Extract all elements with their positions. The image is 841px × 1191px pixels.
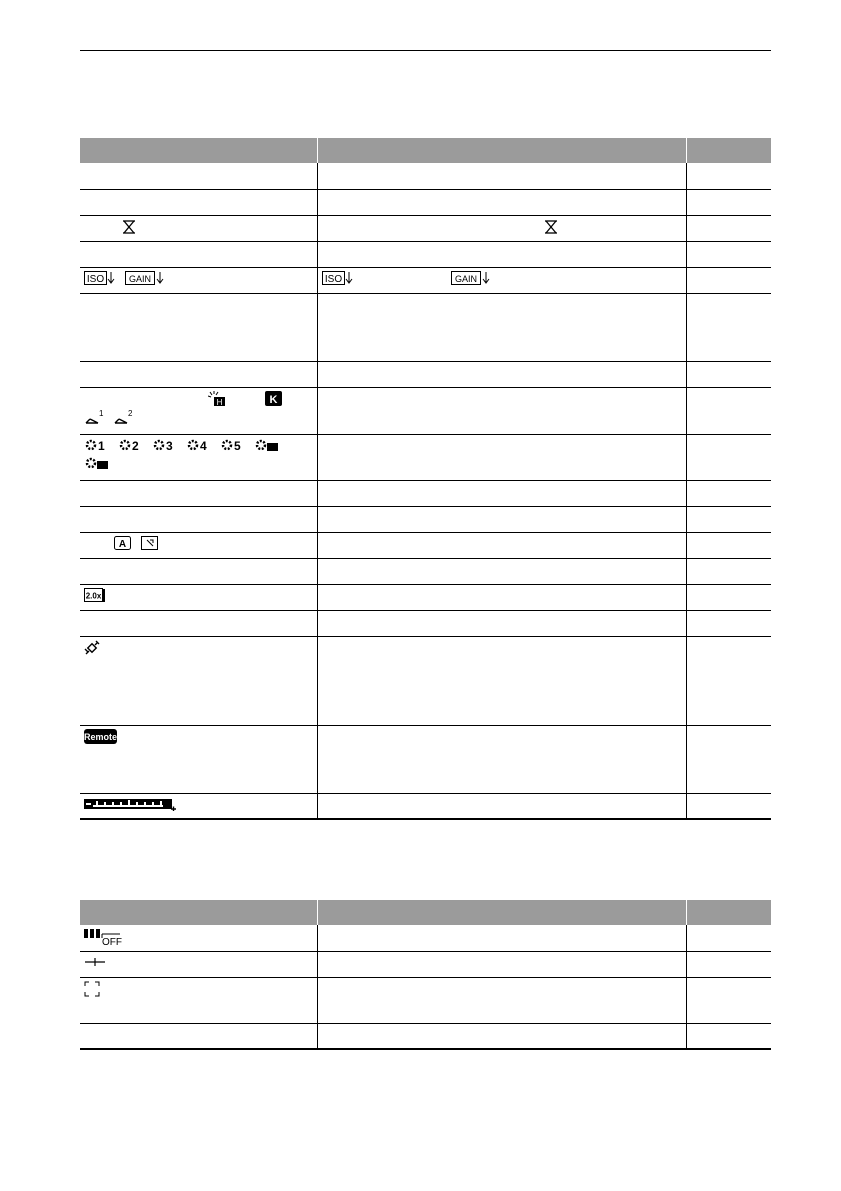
row-description-cell: [317, 725, 686, 793]
table-row: [80, 725, 771, 793]
row-icon-cell: [80, 584, 317, 610]
row-page-cell: [686, 293, 771, 361]
custom-picture-4-icon: [186, 438, 212, 456]
table-row: [80, 387, 771, 434]
row-icon-cell: [80, 241, 317, 267]
svg-text:H: H: [216, 397, 223, 407]
row-description-cell: [317, 951, 686, 977]
table-row: [80, 480, 771, 506]
row-icon-cell: [80, 387, 317, 434]
row-description-cell: [317, 793, 686, 819]
row-page-cell: [686, 977, 771, 1023]
svg-text:K: K: [269, 393, 278, 406]
row-icon-cell: [80, 925, 317, 951]
svg-text:ISO: ISO: [86, 273, 105, 285]
row-page-cell: [686, 1023, 771, 1049]
row-icon-cell: [80, 434, 317, 480]
row-page-cell: [686, 951, 771, 977]
row-icon-cell: [80, 951, 317, 977]
table-row: [80, 1023, 771, 1049]
table-row: [80, 532, 771, 558]
row-description-cell: [317, 610, 686, 636]
row-page-cell: [686, 215, 771, 241]
row-icon-cell: [80, 163, 317, 189]
row-page-cell: [686, 725, 771, 793]
svg-text:Remote: Remote: [84, 731, 118, 742]
row-icon-cell: [80, 1023, 317, 1049]
row-page-cell: [686, 584, 771, 610]
row-page-cell: [686, 925, 771, 951]
row-description-cell: [317, 434, 686, 480]
table-row: [80, 163, 771, 189]
row-description-cell: [317, 584, 686, 610]
row-page-cell: [686, 532, 771, 558]
custom-picture-card-2-icon: [84, 456, 110, 470]
row-page-cell: [686, 189, 771, 215]
svg-text:1: 1: [98, 438, 105, 452]
svg-text:2.0x: 2.0x: [85, 591, 102, 600]
iso-down-icon: [84, 271, 116, 286]
row-page-cell: [686, 793, 771, 819]
header-page-column: [686, 138, 771, 163]
svg-text:GAIN: GAIN: [129, 273, 152, 284]
asterisk-icon: [122, 219, 136, 235]
custom-picture-5-icon: [220, 438, 246, 456]
display-icons-table: [80, 138, 771, 820]
table-row: [80, 558, 771, 584]
satellite-icon: [84, 640, 100, 656]
table-row: [80, 951, 771, 977]
row-page-cell: [686, 361, 771, 387]
gain-down-icon: [125, 271, 165, 286]
asterisk-icon: [544, 219, 558, 235]
row-icon-cell: [80, 558, 317, 584]
row-description-cell: [317, 215, 686, 241]
teleconverter-2x-icon: [84, 588, 106, 603]
kelvin-icon: [265, 391, 283, 407]
table-row: [80, 189, 771, 215]
row-page-cell: [686, 610, 771, 636]
header-icon-column: [80, 900, 317, 925]
custom-picture-1-icon: [84, 438, 110, 456]
custom-wb-1-icon: [84, 409, 104, 425]
row-page-cell: [686, 434, 771, 480]
remote-icon: [84, 729, 118, 745]
row-icon-cell: [80, 610, 317, 636]
row-description-cell: [317, 506, 686, 532]
row-page-cell: [686, 558, 771, 584]
svg-text:5: 5: [234, 438, 241, 452]
table-row: [80, 241, 771, 267]
row-description-cell: [317, 387, 686, 434]
custom-picture-2-icon: [118, 438, 144, 456]
row-icon-cell: [80, 480, 317, 506]
table-row: [80, 215, 771, 241]
table-row: [80, 267, 771, 293]
row-icon-cell: [80, 215, 317, 241]
row-description-cell: [317, 361, 686, 387]
table-header-row: [80, 138, 771, 163]
af-auto-icon: [114, 536, 132, 551]
custom-picture-3-icon: [152, 438, 178, 456]
row-icon-cell: [80, 636, 317, 725]
custom-wb-2-icon: [113, 409, 133, 425]
svg-text:OFF: OFF: [102, 937, 122, 946]
table-row: [80, 361, 771, 387]
row-page-cell: [686, 241, 771, 267]
marker-off-icon: [84, 928, 124, 946]
row-description-cell: [317, 925, 686, 951]
gain-down-icon: [451, 271, 491, 286]
svg-text:2: 2: [132, 438, 139, 452]
row-page-cell: [686, 636, 771, 725]
row-description-cell: [317, 1023, 686, 1049]
table-header-row: [80, 900, 771, 925]
row-description-cell: [317, 636, 686, 725]
row-icon-cell: [80, 977, 317, 1023]
table-row: [80, 925, 771, 951]
table-row: [80, 977, 771, 1023]
svg-text:1: 1: [99, 408, 104, 418]
svg-text:GAIN: GAIN: [454, 273, 477, 284]
row-description-cell: [317, 977, 686, 1023]
header-description-column: [317, 138, 686, 163]
af-face-icon: [141, 536, 159, 551]
row-icon-cell: [80, 293, 317, 361]
safe-area-icon: [84, 981, 100, 997]
iso-down-icon: [322, 271, 354, 286]
row-description-cell: [317, 480, 686, 506]
row-description-cell: [317, 267, 686, 293]
svg-text:4: 4: [200, 438, 207, 452]
row-description-cell: [317, 293, 686, 361]
svg-text:3: 3: [166, 438, 173, 452]
row-icon-cell: [80, 725, 317, 793]
row-description-cell: [317, 532, 686, 558]
svg-text:ISO: ISO: [324, 273, 342, 285]
table-row: [80, 293, 771, 361]
row-description-cell: [317, 241, 686, 267]
custom-picture-card-icon: [254, 438, 280, 456]
row-icon-cell: [80, 189, 317, 215]
svg-text:A: A: [118, 538, 127, 550]
table-row: [80, 636, 771, 725]
svg-text:2: 2: [128, 408, 133, 418]
row-icon-cell: [80, 532, 317, 558]
table-row: [80, 506, 771, 532]
row-description-cell: [317, 189, 686, 215]
row-description-cell: [317, 558, 686, 584]
table-row: [80, 610, 771, 636]
header-page-column: [686, 900, 771, 925]
row-icon-cell: [80, 267, 317, 293]
center-marker-icon: [84, 955, 106, 969]
wb-h-icon: [208, 391, 228, 407]
row-description-cell: [317, 163, 686, 189]
row-icon-cell: [80, 361, 317, 387]
row-icon-cell: [80, 506, 317, 532]
row-icon-cell: [80, 793, 317, 819]
table-row: [80, 434, 771, 480]
exposure-bar-icon: [84, 797, 176, 811]
table-row: [80, 584, 771, 610]
row-page-cell: [686, 267, 771, 293]
row-page-cell: [686, 480, 771, 506]
header-rule: [80, 50, 771, 51]
row-page-cell: [686, 387, 771, 434]
marker-icons-table: [80, 900, 771, 1050]
row-page-cell: [686, 506, 771, 532]
row-page-cell: [686, 163, 771, 189]
table-row: [80, 793, 771, 819]
header-description-column: [317, 900, 686, 925]
header-icon-column: [80, 138, 317, 163]
